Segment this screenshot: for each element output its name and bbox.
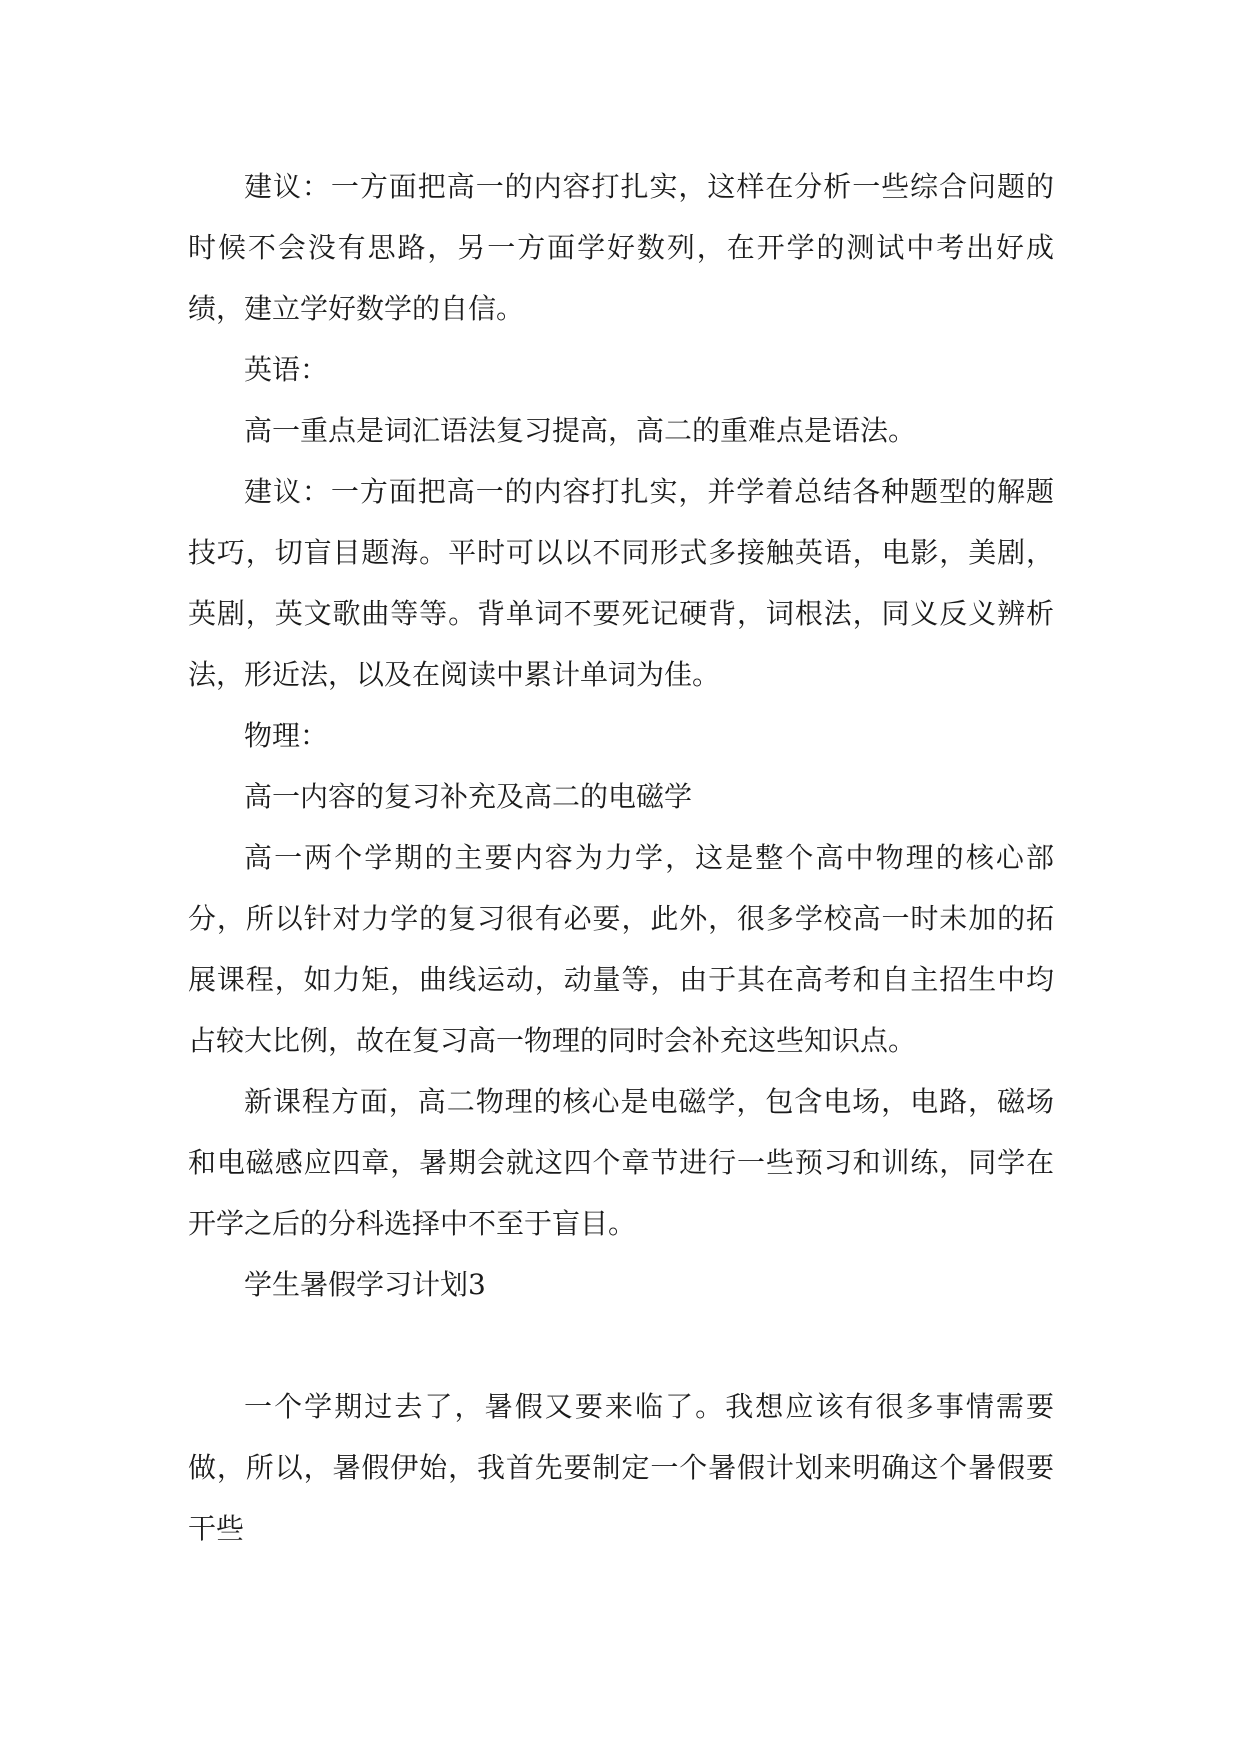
document-body	[188, 156, 1054, 1559]
physics-mechanics-paragraph: 高一两个学期的主要内容为力学，这是整个高中物理的核心部分，所以针对力学的复习很有必要，此外，很多学校高一时未加的拓展课程，如力矩，曲线运动，动量等，由于其在高考和自主招生中均占较大比例，故在复习高一物理的同时会补充这些知识点。	[188, 841, 1054, 1057]
summer-plan-intro-paragraph: 一个学期过去了，暑假又要来临了。我想应该有很多事情需要做，所以，暑假伊始，我首先要制定一个暑假计划来明确这个暑假要干些	[188, 1390, 1054, 1545]
physics-new-course-paragraph: 新课程方面，高二物理的核心是电磁学，包含电场，电路，磁场和电磁感应四章，暑期会就这四个章节进行一些预习和训练，同学在开学之后的分科选择中不至于盲目。	[188, 1085, 1054, 1240]
english-advice-paragraph: 建议：一方面把高一的内容打扎实，并学着总结各种题型的解题技巧，切盲目题海。平时可以以不同形式多接触英语，电影，美剧，英剧，英文歌曲等等。背单词不要死记硬背，词根法，同义反义辨析法，形近法，以及在阅读中累计单词为佳。	[188, 475, 1054, 691]
physics-topic-paragraph: 高一内容的复习补充及高二的电磁学	[244, 780, 693, 813]
english-focus-paragraph: 高一重点是词汇语法复习提高，高二的重难点是语法。	[244, 414, 917, 447]
math-advice-paragraph: 建议：一方面把高一的内容打扎实，这样在分析一些综合问题的时候不会没有思路，另一方面学好数列，在开学的测试中考出好成绩，建立学好数学的自信。	[188, 170, 1054, 325]
physics-heading: 物理：	[244, 719, 329, 752]
english-heading: 英语：	[244, 353, 329, 386]
section-title: 学生暑假学习计划3	[244, 1268, 486, 1301]
